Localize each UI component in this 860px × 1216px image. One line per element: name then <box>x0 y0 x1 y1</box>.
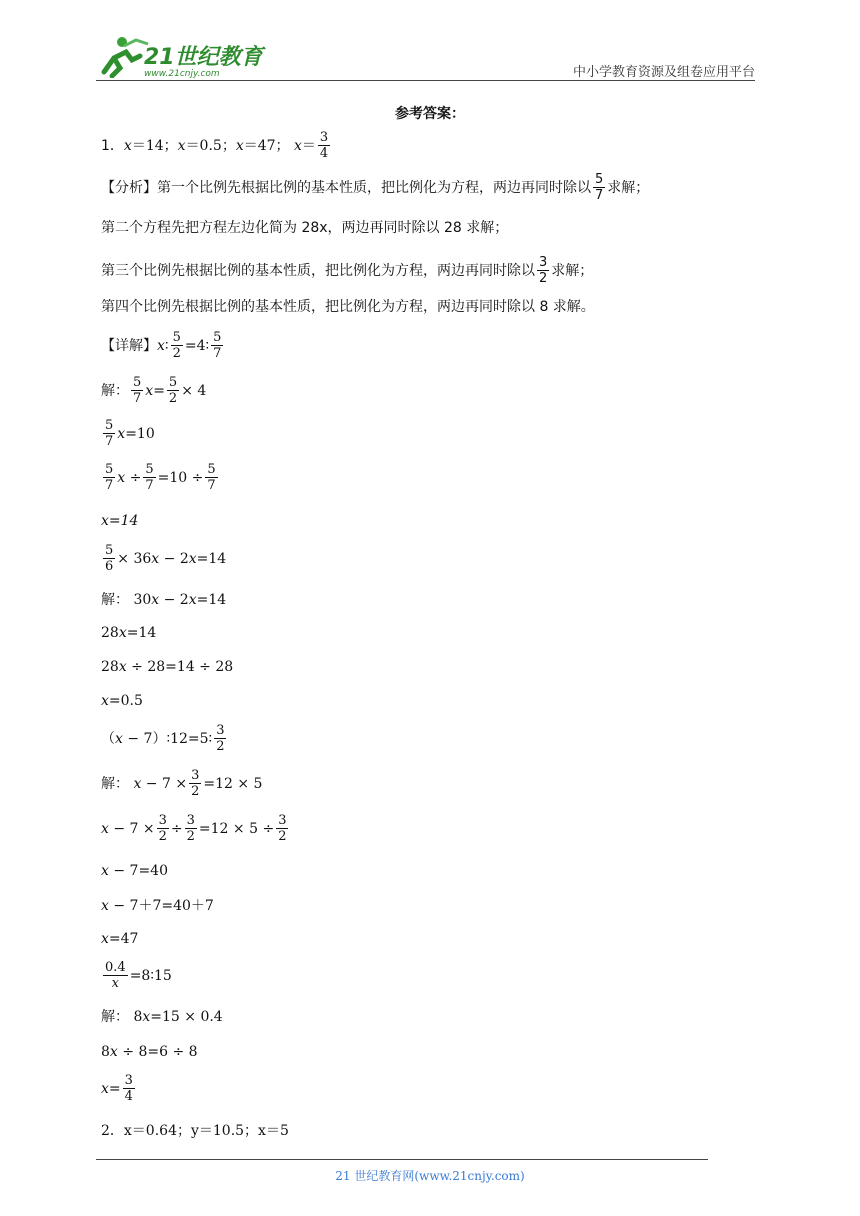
logo-text: 21世纪教育 <box>144 45 263 70</box>
detail-eq-16: x =47 <box>101 931 139 947</box>
q1-answers: x＝14；x＝0.5；x＝47； x＝ <box>123 137 316 154</box>
detail-eq-10: x =0.5 <box>101 693 143 709</box>
detail-eq-12: 解： x − 7 × 3 2 =12 × 5 <box>101 768 263 799</box>
footer-link[interactable]: 21 世纪教育网(www.21cnjy.com) <box>335 1169 525 1183</box>
header-rule <box>96 80 755 81</box>
answer-title: 参考答案： <box>395 106 465 122</box>
detail-eq-7: 解： 30 x − 2 x =14 <box>101 592 227 608</box>
analysis-fraction-3-2: 3 2 <box>539 255 548 286</box>
detail-eq-5: x=14 <box>101 513 139 529</box>
detail-eq-2: 解： 5 7 x = 5 2 × 4 <box>101 375 207 406</box>
detail-eq-4: 5 7 x ÷ 5 7 =10 ÷ 5 7 <box>105 462 216 493</box>
q2-answer-line: 2．x＝0.64；y＝10.5；x＝5 <box>101 1123 289 1139</box>
analysis-line-1: 【分析】第一个比例先根据比例的基本性质，把比例化为方程，两边再同时除以 5 7 求解； <box>101 172 650 203</box>
logo-runner-icon <box>96 34 266 78</box>
detail-eq-14: x − 7=40 <box>101 863 168 879</box>
detail-eq-1: 【详解】 x ∶ 5 2 =4∶ 5 7 <box>101 330 222 361</box>
detail-eq-19: 8 x ÷ 8=6 ÷ 8 <box>101 1044 198 1060</box>
analysis-line-3: 第三个比例先根据比例的基本性质，把比例化为方程，两边再同时除以 3 2 求解； <box>101 255 594 286</box>
analysis-line-4: 第四个比例先根据比例的基本性质，把比例化为方程，两边再同时除以 8 求解。 <box>101 299 595 315</box>
q1-answer-line <box>101 130 332 161</box>
detail-eq-20: x = 3 4 <box>101 1073 133 1104</box>
detail-eq-6: 5 6 × 36 x − 2 x =14 <box>105 543 227 574</box>
detail-eq-17: 0.4 x =8∶15 <box>105 960 172 991</box>
footer-rule <box>96 1159 708 1160</box>
detail-eq-15: x − 7＋7=40＋7 <box>101 898 214 914</box>
detail-eq-8: 28 x =14 <box>101 625 157 641</box>
analysis-fraction-5-7: 5 7 <box>595 172 604 203</box>
site-logo <box>96 34 266 78</box>
q1-number: 1． <box>101 137 124 154</box>
header-platform-name: 中小学教育资源及组卷应用平台 <box>572 65 755 80</box>
detail-eq-3: 5 7 x =10 <box>105 418 155 449</box>
detail-eq-13: x − 7 × 3 2 ÷ 3 2 =12 × 5 ÷ 3 2 <box>101 813 287 844</box>
detail-eq-9: 28 x ÷ 28=14 ÷ 28 <box>101 659 234 675</box>
q1-answer-fraction: 3 4 <box>319 130 329 161</box>
logo-sub: www.21cnjy.com <box>144 69 220 78</box>
detail-eq-18: 解： 8 x =15 × 0.4 <box>101 1009 223 1025</box>
detail-eq-11: （ x − 7 ） ∶12=5∶ 3 2 <box>101 723 225 754</box>
analysis-line-2: 第二个方程先把方程左边化简为 28x，两边再同时除以 28 求解； <box>101 220 509 236</box>
